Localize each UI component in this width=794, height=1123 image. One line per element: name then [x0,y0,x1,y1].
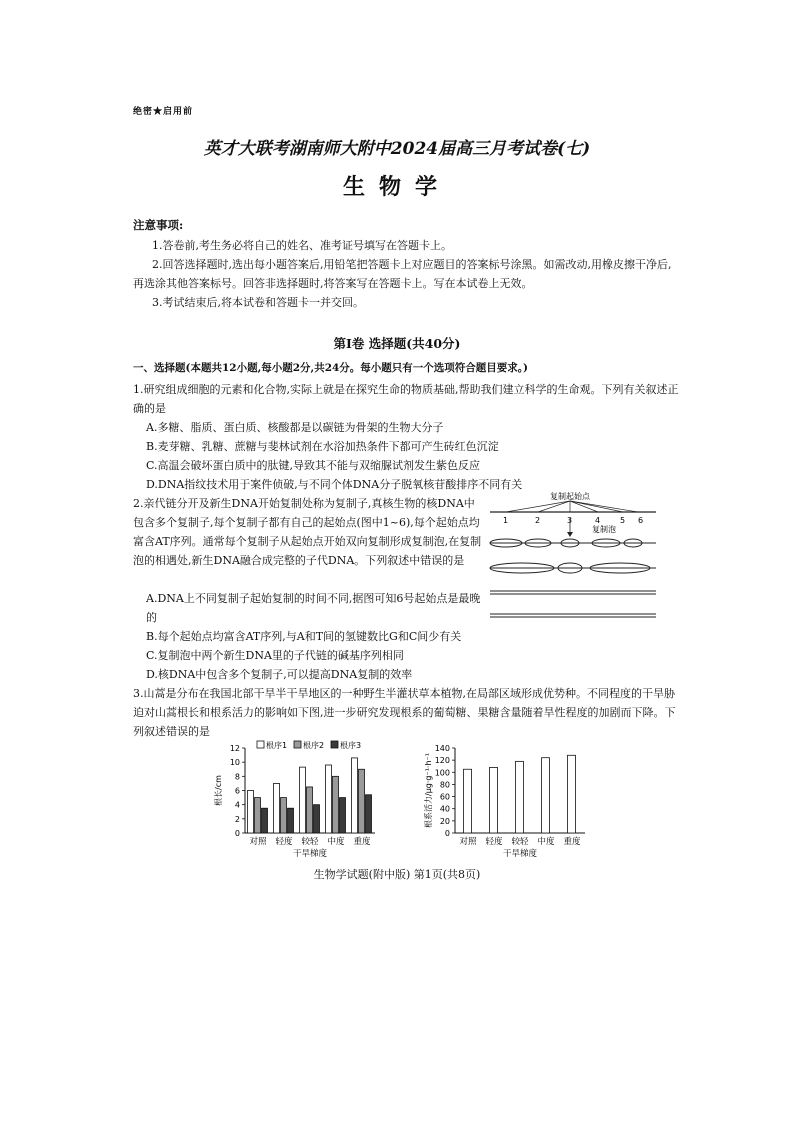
origin-number: 6 [638,516,644,525]
question-1-option-c: C.高温会破坏蛋白质中的肽键,导致其不能与双缩脲试剂发生紫色反应 [146,459,481,472]
x-tick-label: 中度 [327,837,345,847]
x-tick-label: 轻度 [485,837,503,847]
y-tick-label: 4 [234,800,240,810]
bar [464,769,472,833]
bar [300,767,306,833]
origin-number: 4 [595,516,601,525]
x-tick-label: 对照 [459,837,477,847]
x-tick-label: 轻度 [275,837,293,847]
x-tick-label: 对照 [249,837,267,847]
bar [314,805,320,833]
bar [288,808,294,833]
y-tick-label: 20 [439,816,450,826]
y-tick-label: 100 [434,768,450,778]
origin-number: 3 [567,516,573,525]
question-2-stem: 2.亲代链分开及新生DNA开始复制处称为复制子,真核生物的核DNA中包含多个复制子,每个复制子都有自己的起始点(图中1~6),每个起始点均富含AT序列。通常每个复制子从起始点开始双向复制形成复制泡,在复制泡的相遇处,新生DNA融合成完整的子代DNA。下列叙述中错误的是 [133,497,482,567]
bar [248,791,254,834]
legend-swatch [294,741,301,748]
question-1-option-d: D.DNA指纹技术用于案件侦破,与不同个体DNA分子脱氧核苷酸排序不同有关 [146,478,523,491]
origin-number: 1 [503,516,509,525]
question-2-option-d: D.核DNA中包含多个复制子,可以提高DNA复制的效率 [146,668,413,681]
note-item: 1.答卷前,考生务必将自己的姓名、准考证号填写在答题卡上。 [152,239,452,252]
bar [542,758,550,833]
y-tick-label: 140 [434,744,450,753]
subject-title: 生物学 [342,174,451,200]
section-title: 第Ⅰ卷 选择题(共40分) [333,336,461,351]
exam-title: 英才大联考湖南师大附中2024届高三月考试卷(七) [203,139,591,159]
note-item: 2.回答选择题时,选出每小题答案后,用铅笔把答题卡上对应题目的答案标号涂黑。如需改动,用橡皮擦干净后,再选涂其他答案标号。回答非选择题时,将答案写在答题卡上。写在本试卷上无效。 [133,258,672,290]
y-tick-label: 80 [439,780,450,790]
y-tick-label: 0 [444,829,450,838]
bar [307,787,313,833]
drought-charts [205,740,600,862]
x-tick-label: 重度 [353,837,371,847]
legend-label: 根序2 [303,741,325,750]
y-tick-label: 8 [234,772,240,782]
question-2-option-b: B.每个起始点均富含AT序列,与A和T间的氢键数比G和C间少有关 [146,630,462,643]
origin-number: 5 [620,516,626,525]
bar [281,798,287,833]
y-tick-label: 40 [439,804,450,814]
legend-swatch [331,741,338,748]
question-1-option-b: B.麦芽糖、乳糖、蔗糖与斐林试剂在水浴加热条件下都可产生砖红色沉淀 [146,440,499,453]
note-item: 3.考试结束后,将本试卷和答题卡一并交回。 [152,296,364,309]
confidential-mark: 绝密★启用前 [133,107,194,117]
notes-heading: 注意事项: [133,218,184,232]
x-axis-label: 干旱梯度 [502,849,538,859]
legend-label: 根序3 [340,741,362,750]
bar [326,765,332,833]
question-3-stem: 3.山蒿是分布在我国北部干旱半干旱地区的一种野生半灌状草本植物,在局部区域形成优势种。不同程度的干旱胁迫对山蒿根长和根系活力的影响如下图,进一步研究发现根系的葡萄糖、果糖含量随着旱性程度的加剧而下降。下列叙述错误的是 [133,687,676,738]
bar [359,769,365,833]
legend-label: 根序1 [266,741,288,750]
x-tick-label: 重度 [563,837,581,847]
question-1-stem: 1.研究组成细胞的元素和化合物,实际上就是在探究生命的物质基础,帮助我们建立科学的生命观。下列有关叙述正确的是 [133,383,679,415]
replication-figure [488,490,658,625]
x-tick-label: 较轻 [301,837,319,847]
bar [568,755,576,833]
y-tick-label: 0 [234,829,240,838]
y-axis-label: 根系活力/μg·g⁻¹·h⁻¹ [424,753,433,828]
question-2-option-c: C.复制泡中两个新生DNA里的子代链的碱基序列相同 [146,649,404,662]
x-axis-label: 干旱梯度 [292,849,328,859]
y-tick-label: 6 [234,786,240,796]
x-tick-label: 中度 [537,837,555,847]
y-tick-label: 60 [439,792,450,802]
legend-swatch [257,741,264,748]
question-2-option-a: A.DNA上不同复制子起始复制的时间不同,据图可知6号起始点是最晚的 [146,592,481,624]
bubble-label: 复制泡 [592,525,616,534]
bar [340,798,346,833]
x-tick-label: 较轻 [511,837,529,847]
bar [274,783,280,833]
y-tick-label: 2 [234,814,240,824]
bar [516,761,524,833]
bar [255,798,261,833]
question-1-option-a: A.多糖、脂质、蛋白质、核酸都是以碳链为骨架的生物大分子 [146,421,444,434]
y-tick-label: 120 [434,756,450,766]
bar [333,776,339,833]
bar [366,795,372,833]
part-description: 一、选择题(本题共12小题,每小题2分,共24分。每小题只有一个选项符合题目要求。) [133,362,529,374]
bar [262,808,268,833]
y-tick-label: 10 [229,758,240,768]
y-tick-label: 12 [229,744,240,753]
origin-number: 2 [535,516,541,525]
y-axis-label: 根长/cm [214,775,223,806]
bar [352,758,358,833]
page-footer: 生物学试题(附中版) 第1页(共8页) [313,868,481,881]
bar [490,767,498,833]
origin-label: 复制起始点 [550,492,590,501]
